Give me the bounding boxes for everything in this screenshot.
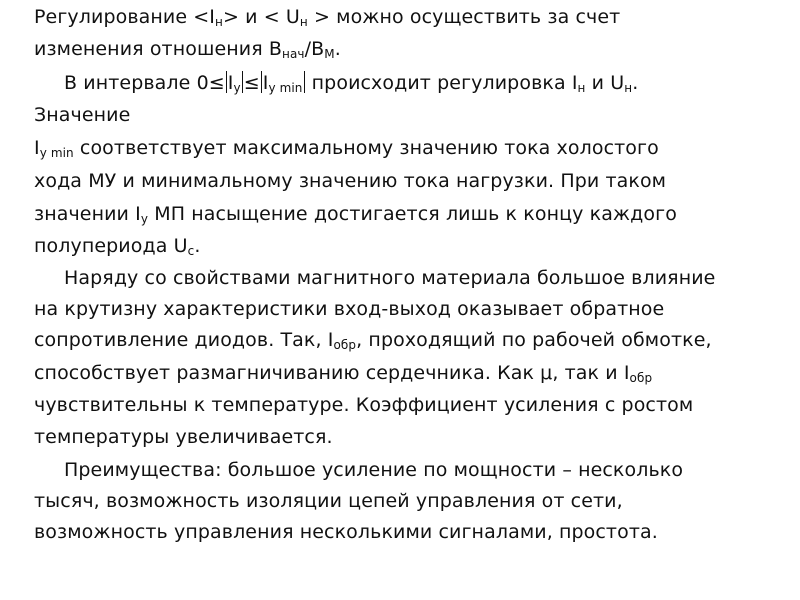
subscript: н <box>215 15 223 29</box>
text-line <box>34 328 712 352</box>
subscript: н <box>624 81 633 95</box>
abs-bar <box>242 71 243 93</box>
text-line: возможность управления несколькими сигналами, простота. <box>34 521 658 543</box>
text-line <box>34 5 620 29</box>
text-line: хода МУ и минимальному значению тока нагрузки. При таком <box>34 170 667 192</box>
text-run: значении I <box>34 203 141 225</box>
text-run: и U <box>585 72 625 94</box>
text-line: Значение <box>34 104 131 126</box>
subscript: нач <box>282 47 305 61</box>
subscript: у <box>233 81 241 95</box>
text-run: изменения отношения B <box>34 38 283 60</box>
text-run: соответствует максимальному значению тока холостого <box>73 137 659 159</box>
text-run: I <box>262 72 269 94</box>
text-line <box>34 361 652 385</box>
text-run: /B <box>304 38 325 60</box>
subscript: у min <box>268 81 303 95</box>
subscript: у min <box>39 146 74 160</box>
subscript: обр <box>333 338 357 352</box>
text-run: МП насыщение достигается лишь к концу каждого <box>148 203 677 225</box>
text-line: чувствительны к температуре. Коэффициент усиления с ростом <box>34 394 694 416</box>
subscript: у <box>140 212 149 226</box>
text-run: I <box>34 137 40 159</box>
text-run: I <box>227 72 234 94</box>
text-run: В интервале 0≤ <box>64 72 225 94</box>
subscript: обр <box>629 371 653 385</box>
text-run: > и < U <box>222 6 300 28</box>
text-run: сопротивление диодов. Так, I <box>34 329 334 351</box>
abs-bar <box>226 71 227 93</box>
text-run: , проходящий по рабочей обмотке, <box>356 329 712 351</box>
text-run: происходит регулировка I <box>305 72 578 94</box>
text-line: температуры увеличивается. <box>34 426 333 448</box>
subscript: н <box>299 15 308 29</box>
text-run: . <box>632 72 639 94</box>
text-line: Наряду со свойствами магнитного материала большое влияние <box>64 267 716 289</box>
text-line <box>34 37 341 61</box>
abs-bar <box>261 71 262 93</box>
subscript: н <box>577 81 586 95</box>
text-line: на крутизну характеристики вход-выход оказывает обратное <box>34 298 665 320</box>
text-line: тысяч, возможность изоляции цепей управления от сети, <box>34 490 623 512</box>
text-line <box>64 71 638 95</box>
text-run: Регулирование <I <box>34 6 216 28</box>
subscript: M <box>324 47 335 61</box>
abs-bar <box>304 71 305 93</box>
text-run: > можно осуществить за счет <box>307 6 621 28</box>
text-run: способствует размагничиванию сердечника. Как μ, так и I <box>34 362 630 384</box>
text-run: ≤ <box>243 72 260 94</box>
subscript: c <box>187 244 195 258</box>
text-run: полупериода U <box>34 235 188 257</box>
text-line <box>34 234 200 258</box>
text-line: Преимущества: большое усиление по мощности – несколько <box>64 459 684 481</box>
text-run: . <box>334 38 341 60</box>
text-line <box>34 202 677 226</box>
text-line <box>34 136 659 160</box>
text-run: . <box>194 235 201 257</box>
